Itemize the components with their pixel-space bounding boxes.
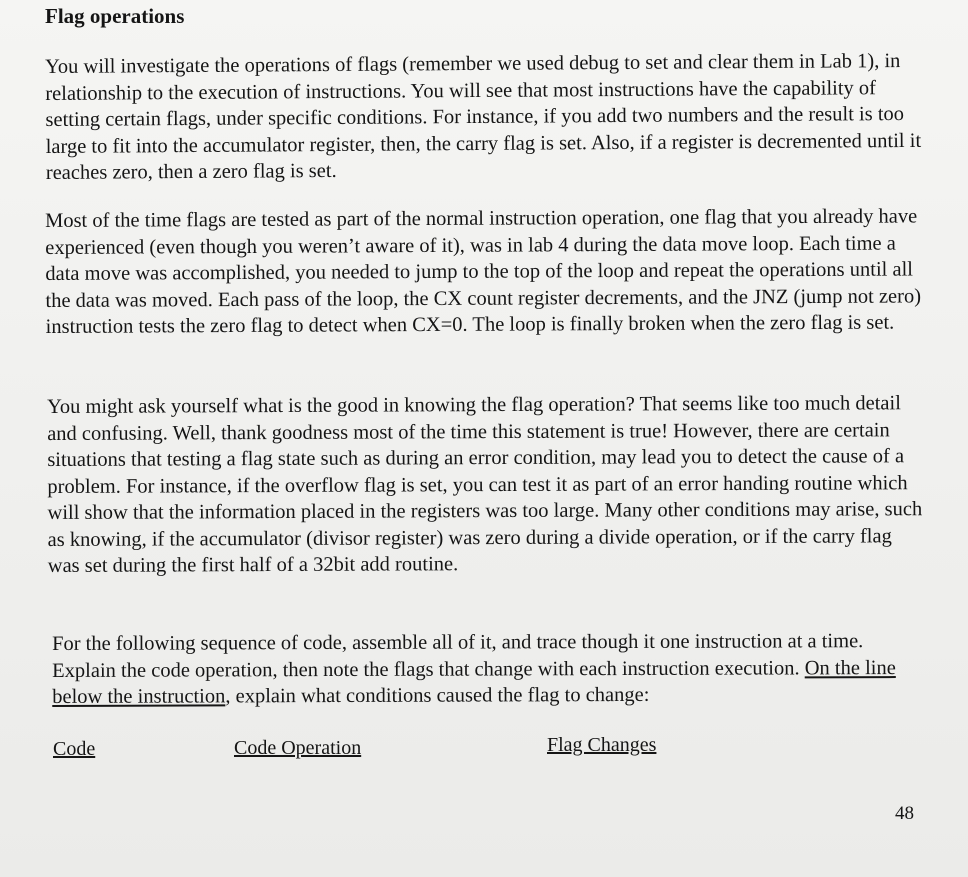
column-header-code: Code [53, 738, 96, 760]
section-title: Flag operations [45, 4, 185, 28]
paragraph-instructions [52, 628, 927, 711]
instructions-lead: For the following sequence of code, assemble all of it, and trace though it one instruction at a time. Explain the code operation, then note the flags that change with each instruction execution. [52, 630, 864, 682]
column-header-code-operation: Code Operation [234, 737, 362, 759]
column-header-flag-changes: Flag Changes [547, 734, 657, 756]
paragraph-why-flags: You might ask yourself what is the good in knowing the flag operation? That seems like too much detail and confusing. Well, thank goodness most of the time this statement is true! However, there are certain situations that testing a flag state such as during an error condition, may lead you to detect the cause of a problem. For instance, if the overflow flag is set, you can test it as part of an error handing routine which will show that the information placed in the registers was too large. Many other conditions may arise, such as knowing, if the accumulator (divisor register) was zero during a divide operation, or if the carry flag was set during the first half of a 32bit add routine. [47, 392, 923, 577]
paragraph-intro: You will investigate the operations of flags (remember we used debug to set and clear them in Lab 1), in relationship to the execution of instructions. You will see that most instructions have the capability of setting certain flags, under specific conditions. For instance, if you add two numbers and the result is too large to fit into the accumulator register, then, the carry flag is set. Also, if a register is decremented until it reaches zero, then a zero flag is set. [45, 50, 922, 184]
instructions-tail: , explain what conditions caused the flag to change: [225, 683, 650, 708]
paragraph-flag-testing: Most of the time flags are tested as part of the normal instruction operation, one flag that you already have experienced (even though you weren’t aware of it), was in lab 4 during the data move loop. Each time a data move was accomplished, you needed to jump to the top of the loop and repeat the operations until all the data was moved. Each pass of the loop, the CX count register decrements, and the JNZ (jump not zero) instruction tests the zero flag to detect when CX=0. The loop is finally broken when the zero flag is set. [45, 205, 922, 338]
instructions-underlined: On the line below the instruction [52, 656, 896, 708]
page-number: 48 [895, 803, 914, 824]
